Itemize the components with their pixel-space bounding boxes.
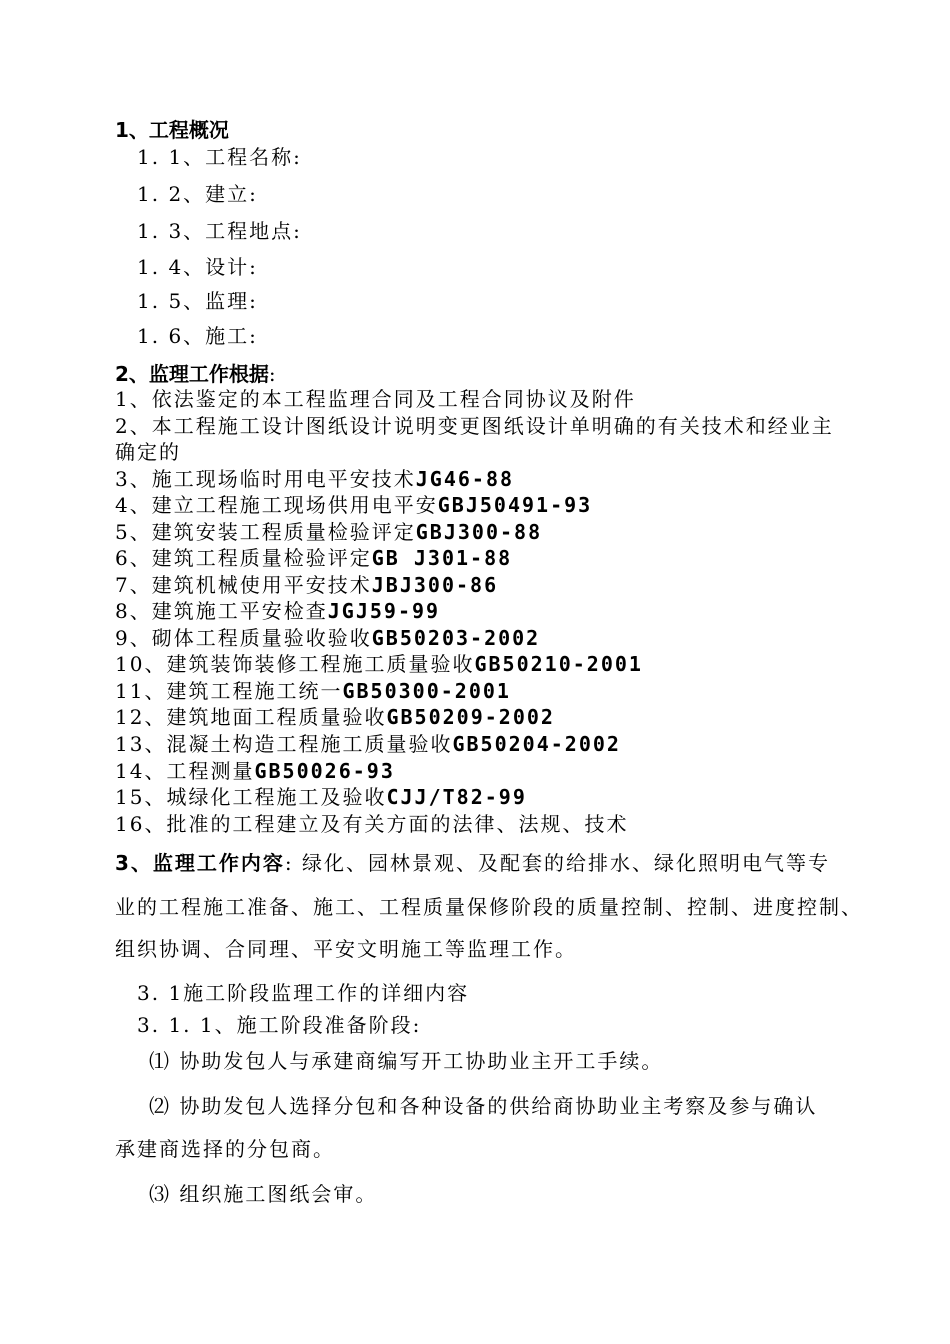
standard-code: GB50209-2002: [386, 705, 555, 729]
standard-code: GB J301-88: [371, 546, 513, 570]
basis-text: 5、建筑安装工程质量检验评定: [115, 520, 416, 544]
section-1-item-5: 1. 5、监理:: [137, 289, 258, 313]
section-1-item-4: 1. 4、设计:: [137, 255, 258, 279]
subsection-3-1-1: 3. 1. 1、施工阶段准备阶段:: [137, 1013, 422, 1037]
section-1-item-1: 1. 1、工程名称:: [137, 145, 302, 169]
basis-item: [115, 439, 181, 465]
standard-code: GB50203-2002: [371, 626, 541, 650]
basis-item: [115, 466, 514, 492]
standard-code: CJJ/T82-99: [386, 785, 527, 809]
basis-text: 10、建筑装饰装修工程施工质量验收: [115, 652, 475, 676]
basis-item: [115, 519, 542, 545]
section-2-heading-line: [115, 361, 276, 387]
basis-text: 1、依法鉴定的本工程监理合同及工程合同协议及附件: [115, 387, 636, 411]
basis-text: 13、混凝土构造工程施工质量验收: [115, 732, 453, 756]
standard-code: JGJ59-99: [327, 599, 441, 623]
section-3-heading: 3、监理工作内容: [115, 851, 285, 875]
basis-item: [115, 811, 628, 837]
standard-code: GB50204-2002: [452, 732, 621, 756]
section-1-item-3: 1. 3、工程地点:: [137, 219, 302, 243]
basis-text: 4、建立工程施工现场供用电平安: [115, 493, 438, 517]
basis-item: [115, 651, 643, 677]
standard-code: GB50026-93: [254, 759, 395, 783]
basis-text: 3、施工现场临时用电平安技术: [115, 467, 416, 491]
basis-item: [115, 545, 512, 571]
basis-text: 确定的: [115, 440, 181, 464]
section-3-para-line-2: 业的工程施工准备、施工、工程质量保修阶段的质量控制、控制、进度控制、: [115, 895, 863, 919]
section-3-colon: :: [284, 851, 294, 875]
section-3-para-line-1: 绿化、园林景观、及配套的给排水、绿化照明电气等专: [302, 851, 831, 875]
basis-item: [115, 784, 527, 810]
basis-item: [115, 413, 834, 439]
basis-text: 16、批准的工程建立及有关方面的法律、法规、技术: [115, 812, 629, 836]
subsection-3-1: 3. 1施工阶段监理工作的详细内容: [137, 981, 470, 1005]
basis-text: 8、建筑施工平安检查: [115, 599, 328, 623]
basis-item: [115, 572, 498, 598]
basis-text: 7、建筑机械使用平安技术: [115, 573, 372, 597]
basis-item: [115, 704, 555, 730]
section-3-heading-line: [115, 850, 830, 876]
standard-code: GB50210-2001: [474, 652, 643, 676]
basis-item: [115, 598, 440, 624]
standard-code: JG46-88: [415, 467, 515, 491]
standard-code: GBJ300-88: [415, 520, 543, 544]
basis-text: 2、本工程施工设计图纸设计说明变更图纸设计单明确的有关技术和经业主: [115, 414, 834, 438]
basis-text: 11、建筑工程施工统一: [115, 679, 343, 703]
basis-item: [115, 678, 511, 704]
section-1-item-2: 1. 2、建立:: [137, 182, 258, 206]
standard-code: GBJ50491-93: [437, 493, 593, 517]
task-item-3: ⑶ 组织施工图纸会审。: [149, 1182, 378, 1206]
task-item-1: ⑴ 协助发包人与承建商编写开工协助业主开工手续。: [149, 1049, 664, 1073]
section-3-para-line-3: 组织协调、合同理、平安文明施工等监理工作。: [115, 937, 577, 961]
basis-text: 12、建筑地面工程质量验收: [115, 705, 387, 729]
basis-text: 9、砌体工程质量验收验收: [115, 626, 372, 650]
basis-item: [115, 492, 592, 518]
standard-code: JBJ300-86: [371, 573, 499, 597]
basis-item: [115, 758, 395, 784]
basis-item: [115, 625, 540, 651]
standard-code: GB50300-2001: [342, 679, 511, 703]
basis-text: 14、工程测量: [115, 759, 255, 783]
basis-item: [115, 386, 636, 412]
section-2-colon: :: [268, 362, 276, 386]
section-1-heading: 1、工程概况: [115, 118, 229, 142]
basis-item: [115, 731, 621, 757]
section-2-heading: 2、监理工作根据: [115, 362, 269, 386]
task-item-2-line-1: ⑵ 协助发包人选择分包和各种设备的供给商协助业主考察及参与确认: [149, 1094, 818, 1118]
basis-text: 15、城绿化工程施工及验收: [115, 785, 387, 809]
task-item-2-line-2: 承建商选择的分包商。: [115, 1137, 335, 1161]
section-1-item-6: 1. 6、施工:: [137, 324, 258, 348]
basis-text: 6、建筑工程质量检验评定: [115, 546, 372, 570]
